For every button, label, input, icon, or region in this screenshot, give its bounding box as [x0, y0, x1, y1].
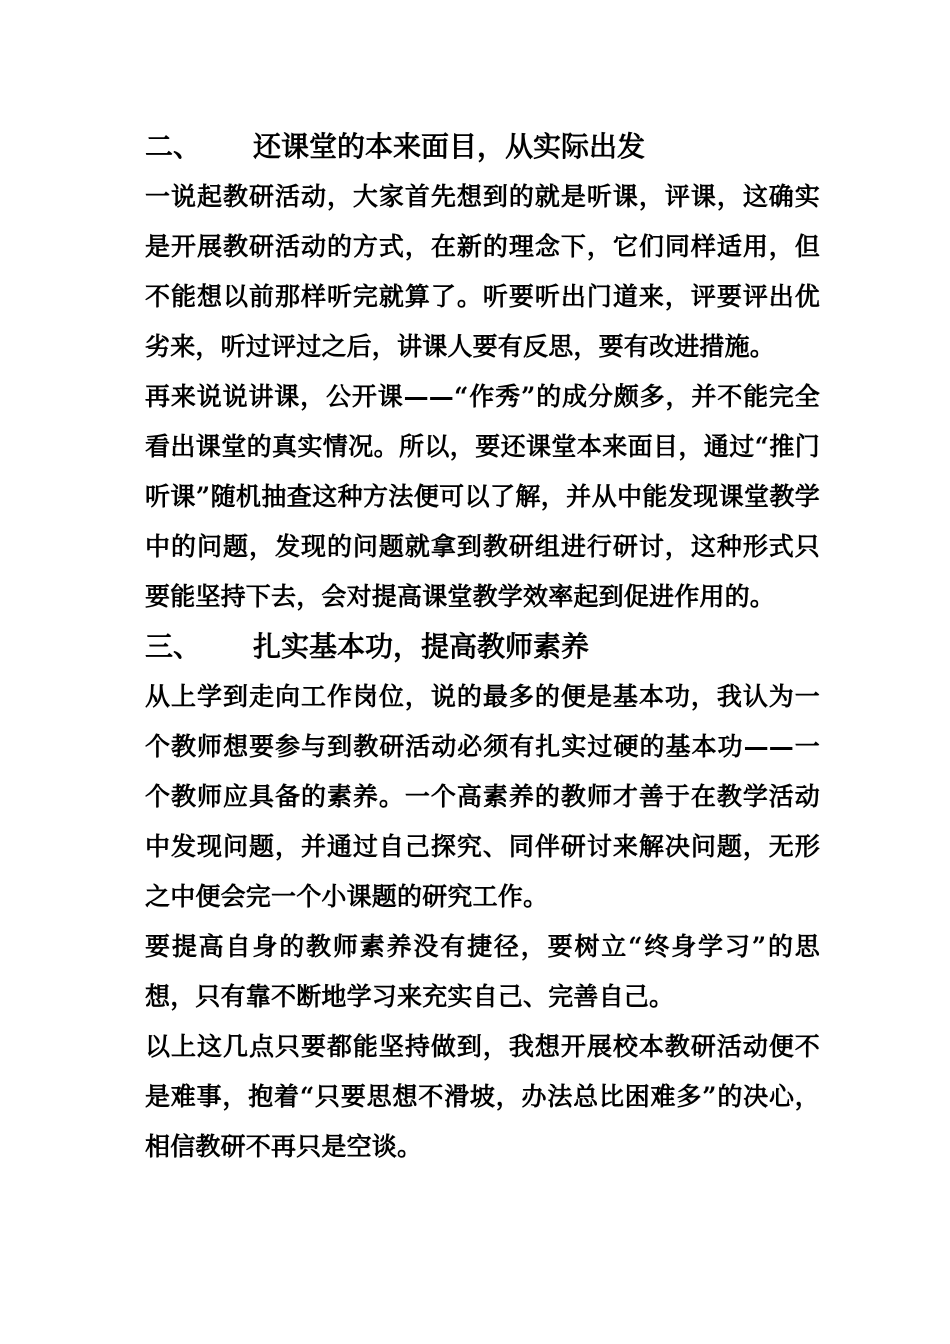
section-heading-2 [145, 122, 820, 172]
paragraph: 要提高自身的教师素养没有捷径，要树立“终身学习”的思想，只有靠不断地学习来充实自己、完善自己。 [145, 932, 820, 1011]
paragraph: 从上学到走向工作岗位，说的最多的便是基本功，我认为一个教师想要参与到教研活动必须有扎实过硬的基本功——一个教师应具备的素养。一个高素养的教师才善于在教学活动中发现问题，并通过自己探究、同伴研讨来解决问题，无形之中便会完一个小课题的研究工作。 [145, 682, 820, 911]
section-title: 还课堂的本来面目，从实际出发 [253, 130, 646, 163]
document-body [145, 122, 820, 1172]
section-number: 三、 [145, 630, 202, 663]
section-heading-3 [145, 622, 820, 672]
paragraph: 一说起教研活动，大家首先想到的就是听课，评课，这确实是开展教研活动的方式，在新的理念下，它们同样适用，但不能想以前那样听完就算了。听要听出门道来，评要评出优劣来，听过评过之后，讲课人要有反思，要有改进措施。 [145, 182, 820, 361]
section-title: 扎实基本功，提高教师素养 [253, 630, 590, 663]
paragraph: 以上这几点只要都能坚持做到，我想开展校本教研活动便不是难事，抱着“只要思想不滑坡，办法总比困难多”的决心，相信教研不再只是空谈。 [145, 1032, 820, 1161]
section-number: 二、 [145, 130, 202, 163]
paragraph: 再来说说讲课，公开课——“作秀”的成分颇多，并不能完全看出课堂的真实情况。所以，要还课堂本来面目，通过“推门听课”随机抽查这种方法便可以了解，并从中能发现课堂教学中的问题，发现的问题就拿到教研组进行研讨，这种形式只要能坚持下去，会对提高课堂教学效率起到促进作用的。 [145, 382, 820, 611]
